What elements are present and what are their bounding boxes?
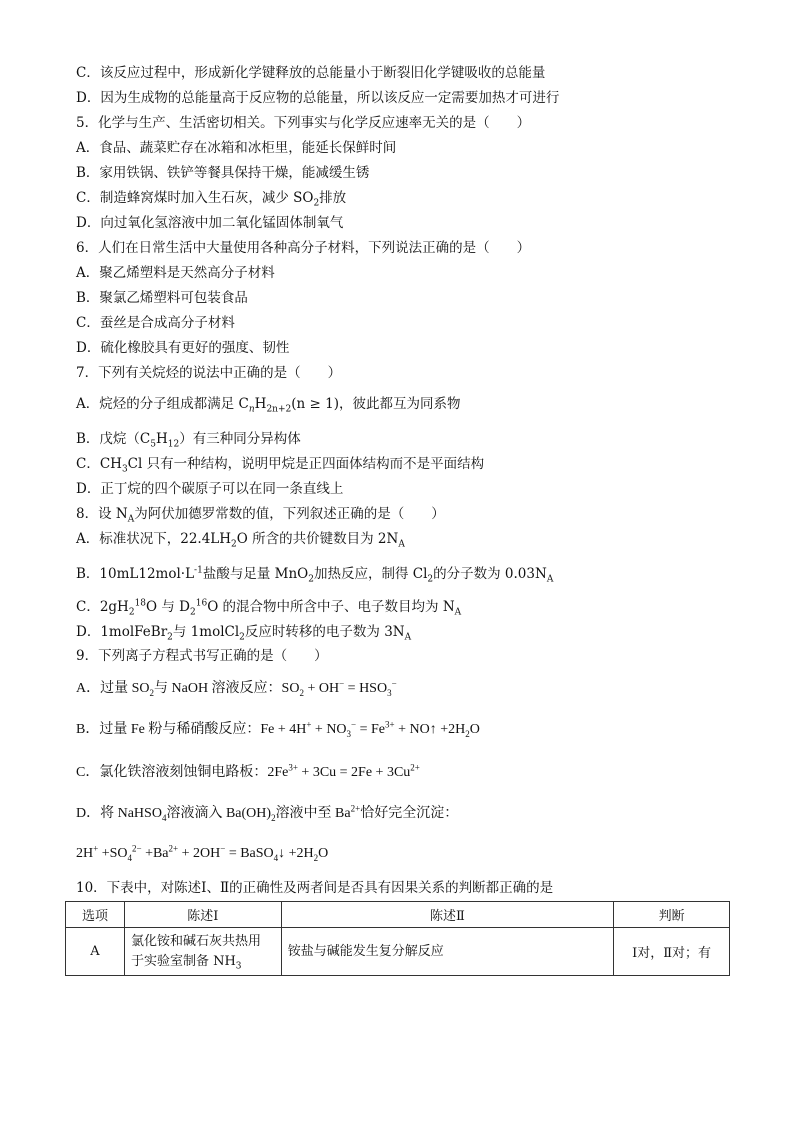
text: 2H [76,846,94,861]
subscript: A [127,514,135,525]
subscript: 2 [231,539,237,550]
subscript: 2 [239,632,245,643]
option-c-q6 [76,314,235,332]
equation-q9-d [76,845,328,863]
option-b-q8 [76,565,553,583]
subscript: 2 [465,728,470,739]
text: 5．化学与生产、生活密切相关。下列事实与化学反应速率无关的是（ ） [76,115,531,131]
text: + NO [311,722,347,737]
superscript: 2+ [350,803,361,814]
text: = HSO [344,681,388,696]
text: A．聚乙烯塑料是天然高分子材料 [76,265,275,281]
superscript: 2− [132,843,142,854]
option-d-q7 [76,480,343,498]
text: O [469,722,480,737]
option-d-q6 [76,339,289,357]
text: 氯化铵和碱石灰共热用 [130,933,261,949]
text: 9．下列离子方程式书写正确的是（ ） [76,648,328,664]
text: ↓ +2H [278,846,314,861]
header-statement-1: 陈述Ⅰ [124,902,281,928]
superscript: 3+ [288,762,298,773]
text: 加热反应，制得 Cl [313,566,428,582]
text: B．10mL12mol·L [76,566,195,582]
text: D．向过氧化氢溶液中加二氧化锰固体制氧气 [76,215,344,231]
subscript: A [454,607,462,618]
text: Cl 只有一种结构，说明甲烷是正四面体结构而不是平面结构 [127,456,485,472]
subscript: 2 [308,574,314,585]
text: + OH [303,681,340,696]
text: H [155,431,168,447]
option-b-q9 [76,721,480,739]
option-c-q4 [76,64,545,82]
text: D．硫化橡胶具有更好的强度、韧性 [76,340,290,356]
text: O 所含的共价键数目为 2N [236,531,399,547]
text: 反应时转移的电子数为 3N [244,624,405,640]
option-d-q4 [76,89,559,107]
text: A．食品、蔬菜贮存在冰箱和冰柜里，能延长保鲜时间 [76,140,397,156]
text: 与 1molCl [172,624,240,640]
subscript: A [398,539,405,550]
cell-judgement: Ⅰ对，Ⅱ对；有 [614,928,730,976]
text: + NO↑ +2H [394,722,466,737]
text: + 2OH [178,846,221,861]
option-a-q8 [76,530,405,548]
option-c-q9 [76,764,420,782]
text: C．氯化铁溶液刻蚀铜电路板：2Fe [76,765,289,780]
subscript: A [404,632,412,643]
text: A．标准状况下，22.4LH [76,531,232,547]
subscript: 2 [167,632,173,643]
subscript: 2n+2 [266,404,292,415]
superscript: 3+ [385,719,395,730]
text: D．1molFeBr [76,624,168,640]
text: C．2gH [76,599,129,615]
superscript: -1 [194,565,203,576]
header-option: 选项 [66,902,125,928]
text: D．正丁烷的四个碳原子可以在同一条直线上 [76,481,344,497]
text: (n ≥ 1)，彼此都互为同系物 [291,396,461,412]
subscript: 12 [167,439,180,450]
text: B．戊烷（C [76,431,151,447]
superscript: − [339,678,345,689]
header-statement-2: 陈述Ⅱ [281,902,613,928]
superscript: 2+ [410,762,420,773]
option-a-q7 [76,395,460,413]
text: D．因为生成物的总能量高于反应物的总能量，所以该反应一定需要加热才可进行 [76,90,560,106]
option-a-q6 [76,264,275,282]
superscript: − [391,678,397,689]
option-b-q5 [76,164,369,182]
option-d-q8 [76,623,411,641]
text: C．蚕丝是合成高分子材料 [76,315,235,331]
superscript: + [93,843,99,854]
text: 盐酸与足量 MnO [202,566,309,582]
option-c-q7 [76,455,484,473]
text: = BaSO [225,846,274,861]
text: B．家用铁锅、铁铲等餐具保持干燥，能减缓生锈 [76,165,370,181]
table-row [66,928,730,976]
option-a-q5 [76,139,396,157]
text: 7．下列有关烷烃的说法中正确的是（ ） [76,365,342,381]
text: C．该反应过程中，形成新化学键释放的总能量小于断裂旧化学键吸收的总能量 [76,65,546,81]
text: A．过量 SO [76,681,150,696]
text: 10．下表中，对陈述Ⅰ、Ⅱ的正确性及两者间是否具有因果关系的判断都正确的是 [76,880,554,896]
cell-statement-2: 铵盐与碱能发生复分解反应 [281,928,613,976]
subscript: 3 [346,728,352,739]
superscript: + [306,719,312,730]
subscript: 2 [190,607,196,618]
text: B．聚氯乙烯塑料可包装食品 [76,290,248,306]
superscript: 2+ [168,843,179,854]
question-10-table [65,901,730,976]
option-c-q5 [76,189,346,207]
text: 8．设 N [76,506,128,522]
text: 的分子数为 0.03N [433,566,547,582]
text: O [318,846,329,861]
text: 排放 [319,190,347,206]
text: + 3Cu = 2Fe + 3Cu [297,765,411,780]
text: A．烷烃的分子组成都满足 C [76,396,249,412]
cell-option: A [66,928,125,976]
header-judgement: 判断 [614,902,730,928]
subscript: 2 [427,574,434,585]
text: B．过量 Fe 粉与稀硝酸反应：Fe + 4H [76,722,307,737]
superscript: 18 [134,598,147,609]
subscript: 2 [271,812,276,823]
subscript: 2 [128,607,135,618]
question-6 [76,239,530,257]
subscript: 2 [149,687,155,698]
text: 与 NaOH 溶液反应：SO [154,681,300,696]
text: +SO [98,846,128,861]
text: 为阿伏加德罗常数的值，下列叙述正确的是（ ） [134,506,445,522]
text: +Ba [141,846,169,861]
subscript: 2 [313,852,319,863]
question-8 [76,505,445,523]
text: O 的混合物中所含中子、电子数目均为 N [207,599,455,615]
option-a-q9 [76,680,397,698]
option-b-q7 [76,430,301,448]
subscript: 4 [127,852,132,863]
question-10 [76,879,553,897]
superscript: − [220,843,226,854]
subscript: A [546,574,554,585]
superscript: 16 [195,598,208,609]
subscript: 3 [121,464,128,475]
text: = Fe [356,722,386,737]
subscript: 2 [313,198,320,209]
option-d-q5 [76,214,343,232]
option-d-q9 [76,805,458,823]
subscript: 2 [299,687,304,698]
subscript: n [248,404,255,415]
cell-statement-1 [124,928,281,976]
text: ）有三种同分异构体 [179,431,301,447]
text: C．制造蜂窝煤时加入生石灰，减少 SO [76,190,314,206]
question-7 [76,364,341,382]
text: H [254,396,267,412]
table-header-row [66,902,730,928]
option-c-q8 [76,598,461,616]
subscript: 5 [150,439,156,450]
text: 溶液滴入 Ba(OH) [166,806,272,821]
subscript: 4 [273,852,279,863]
text: 恰好完全沉淀： [360,806,459,821]
text: D．将 NaHSO [76,806,162,821]
subscript: 3 [235,961,242,972]
subscript: 4 [161,812,167,823]
text: 于实验室制备 NH [130,953,236,969]
question-5 [76,114,530,132]
question-9 [76,647,328,665]
subscript: 3 [387,687,392,698]
text: 溶液中至 Ba [275,806,351,821]
text: 6．人们在日常生活中大量使用各种高分子材料，下列说法正确的是（ ） [76,240,531,256]
superscript: − [351,719,357,730]
text: O 与 D [146,599,191,615]
text: C．CH [76,456,122,472]
option-b-q6 [76,289,248,307]
